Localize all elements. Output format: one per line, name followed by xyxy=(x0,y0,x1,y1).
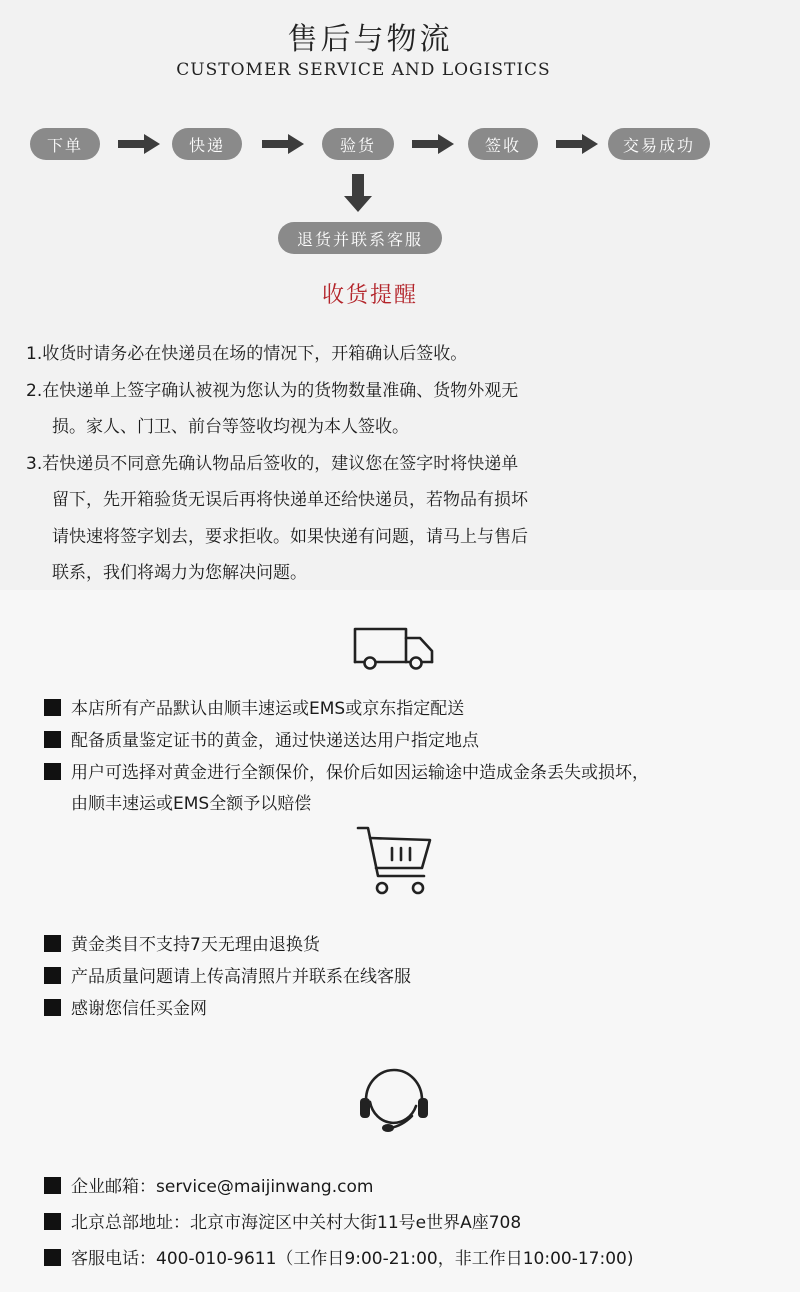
reminder-title: 收货提醒 xyxy=(321,283,418,308)
flow-step-delivery: 快递 xyxy=(172,128,242,160)
bullet-square xyxy=(44,935,61,952)
bullet-square xyxy=(44,999,61,1016)
bullet-square xyxy=(44,967,61,984)
bullet-square xyxy=(44,731,61,748)
truck-icon xyxy=(352,624,436,672)
shipping-list xyxy=(44,694,649,814)
list-item: 黄金类目不支持7天无理由退换货 xyxy=(44,930,411,955)
bullet-square xyxy=(44,1213,61,1230)
contact-phone: 客服电话：400-010-9611（工作日9:00-21:00，非工作日10:00-17:00) xyxy=(44,1244,633,1269)
bullet-square xyxy=(44,699,61,716)
list-item: 配备质量鉴定证书的黄金，通过快递送达用户指定地点 xyxy=(44,726,649,751)
reminder-rules xyxy=(26,336,726,592)
arrow-right-icon xyxy=(262,134,304,154)
page-subtitle: CUSTOMER SERVICE AND LOGISTICS xyxy=(176,60,551,80)
list-item: 本店所有产品默认由顺丰速运或EMS或京东指定配送 xyxy=(44,694,649,719)
list-item: 用户可选择对黄金进行全额保价，保价后如因运输途中造成金条丢失或损坏， xyxy=(44,758,649,783)
flow-branch-return: 退货并联系客服 xyxy=(278,222,442,254)
rule-line: 3.若快递员不同意先确认物品后签收的，建议您在签字时将快递单 xyxy=(26,453,519,474)
shopping-cart-icon xyxy=(356,824,436,900)
contact-address: 北京总部地址：北京市海淀区中关村大街11号e世界A座708 xyxy=(44,1208,633,1233)
rule-line: 联系，我们将竭力为您解决问题。 xyxy=(52,563,307,583)
page-title: 售后与物流 xyxy=(287,22,453,57)
rule-line: 2.在快递单上签字确认被视为您认为的货物数量准确、货物外观无 xyxy=(26,380,519,401)
flow-step-inspect: 验货 xyxy=(322,128,394,160)
flow-step-order: 下单 xyxy=(30,128,100,160)
list-item-continuation: 由顺丰速运或EMS全额予以赔偿 xyxy=(71,794,312,814)
flow-step-sign: 签收 xyxy=(468,128,538,160)
headset-icon xyxy=(356,1056,432,1136)
list-item: 感谢您信任买金网 xyxy=(44,994,411,1019)
arrow-right-icon xyxy=(412,134,454,154)
rule-line: 损。家人、门卫、前台等签收均视为本人签收。 xyxy=(52,417,409,437)
rule-line: 留下，先开箱验货无误后再将快递单还给快递员，若物品有损坏 xyxy=(52,490,528,510)
arrow-down-icon xyxy=(344,174,372,212)
bullet-square xyxy=(44,763,61,780)
bullet-square xyxy=(44,1249,61,1266)
flow-step-complete: 交易成功 xyxy=(608,128,710,160)
bullet-square xyxy=(44,1177,61,1194)
contact-email: 企业邮箱：service@maijinwang.com xyxy=(44,1172,633,1197)
rule-line: 1.收货时请务必在快递员在场的情况下，开箱确认后签收。 xyxy=(26,344,468,364)
rule-line: 请快速将签字划去，要求拒收。如果快递有问题，请马上与售后 xyxy=(52,526,528,547)
list-item: 产品质量问题请上传高清照片并联系在线客服 xyxy=(44,962,411,987)
contact-list xyxy=(44,1172,633,1269)
arrow-right-icon xyxy=(556,134,598,154)
returns-list xyxy=(44,930,411,1019)
arrow-right-icon xyxy=(118,134,160,154)
